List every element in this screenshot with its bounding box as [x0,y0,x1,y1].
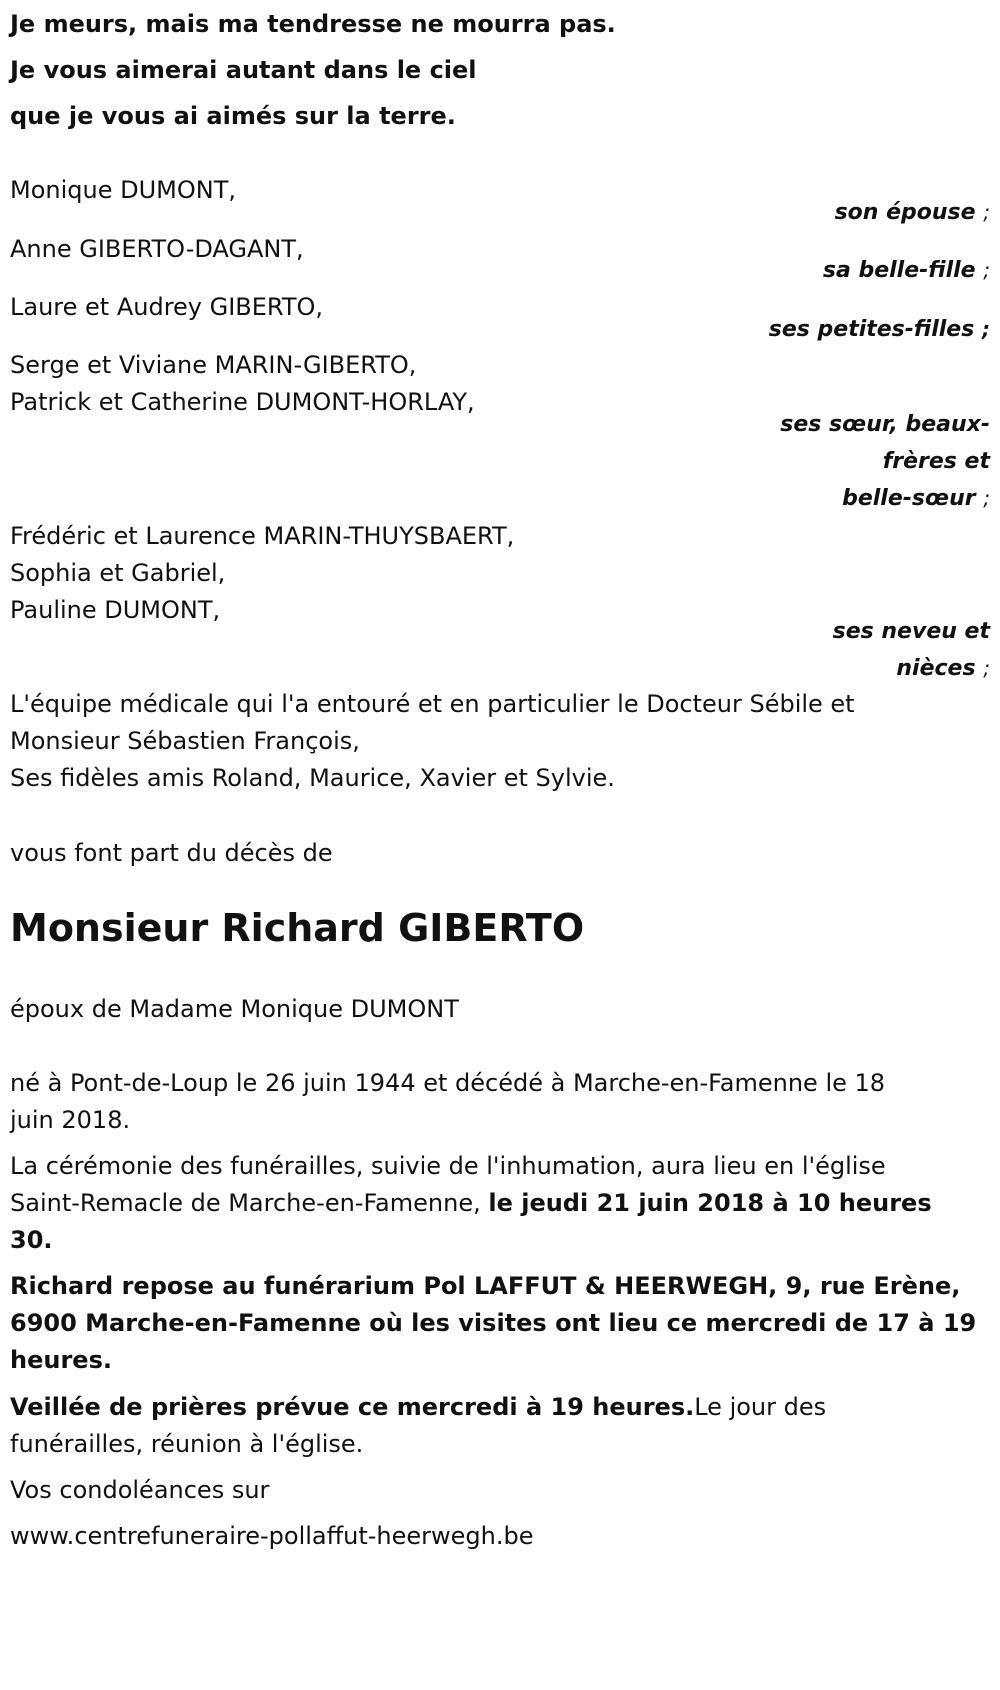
family-name: Sophia et Gabriel, [10,559,226,587]
family-name: Patrick et Catherine DUMONT-HORLAY, [10,388,475,416]
birth-death-line: juin 2018. [10,1106,131,1134]
birth-death-line: né à Pont-de-Loup le 26 juin 1944 et décédé à Marche-en-Famenne le 18 [10,1069,886,1097]
funerarium-line: 6900 Marche-en-Famenne où les visites ont lieu ce mercredi de 17 à 19 [10,1309,977,1337]
family-name: Anne GIBERTO-DAGANT, [10,235,304,263]
ceremony-line: Saint-Remacle de Marche-en-Famenne, le jeudi 21 juin 2018 à 10 heures [10,1189,932,1217]
funerarium-line: Richard repose au funérarium Pol LAFFUT & HEERWEGH, 9, rue Erène, [10,1272,961,1300]
deceased-name: Monsieur Richard GIBERTO [10,906,585,950]
others-line: Ses fidèles amis Roland, Maurice, Xavier et Sylvie. [10,764,615,792]
announcement: vous font part du décès de [10,839,333,867]
condolences-link[interactable]: www.centrefuneraire-pollaffut-heerwegh.be [10,1522,534,1550]
family-name: Pauline DUMONT, [10,596,221,624]
funerarium-line: heures. [10,1346,112,1374]
family-relation: ses petites-filles ; [768,317,990,342]
family-relation: belle-sœur ; [842,486,990,511]
family-name: Laure et Audrey GIBERTO, [10,293,324,321]
family-relation: ses sœur, beaux- [780,412,990,437]
family-name: Monique DUMONT, [10,176,236,204]
family-relation: son épouse ; [834,200,990,225]
condolences-label: Vos condoléances sur [10,1476,270,1504]
ceremony-line: 30. [10,1226,53,1254]
family-relation: frères et [882,449,990,474]
ceremony-line: La cérémonie des funérailles, suivie de l'inhumation, aura lieu en l'église [10,1152,886,1180]
others-line: L'équipe médicale qui l'a entouré et en particulier le Docteur Sébile et [10,690,855,718]
family-name: Serge et Viviane MARIN-GIBERTO, [10,351,417,379]
vigil-line: Veillée de prières prévue ce mercredi à 19 heures.Le jour des [10,1393,827,1421]
others-line: Monsieur Sébastien François, [10,727,360,755]
vigil-line: funérailles, réunion à l'église. [10,1430,364,1458]
family-name: Frédéric et Laurence MARIN-THUYSBAERT, [10,522,515,550]
family-relation: nièces ; [896,656,990,681]
family-relation: ses neveu et [832,619,990,644]
family-relation: sa belle-fille ; [822,258,990,283]
poem-line-3: que je vous ai aimés sur la terre. [10,102,456,130]
poem-line-2: Je vous aimerai autant dans le ciel [10,56,477,84]
poem-line-1: Je meurs, mais ma tendresse ne mourra pas. [10,10,616,38]
spouse-line: époux de Madame Monique DUMONT [10,995,459,1023]
